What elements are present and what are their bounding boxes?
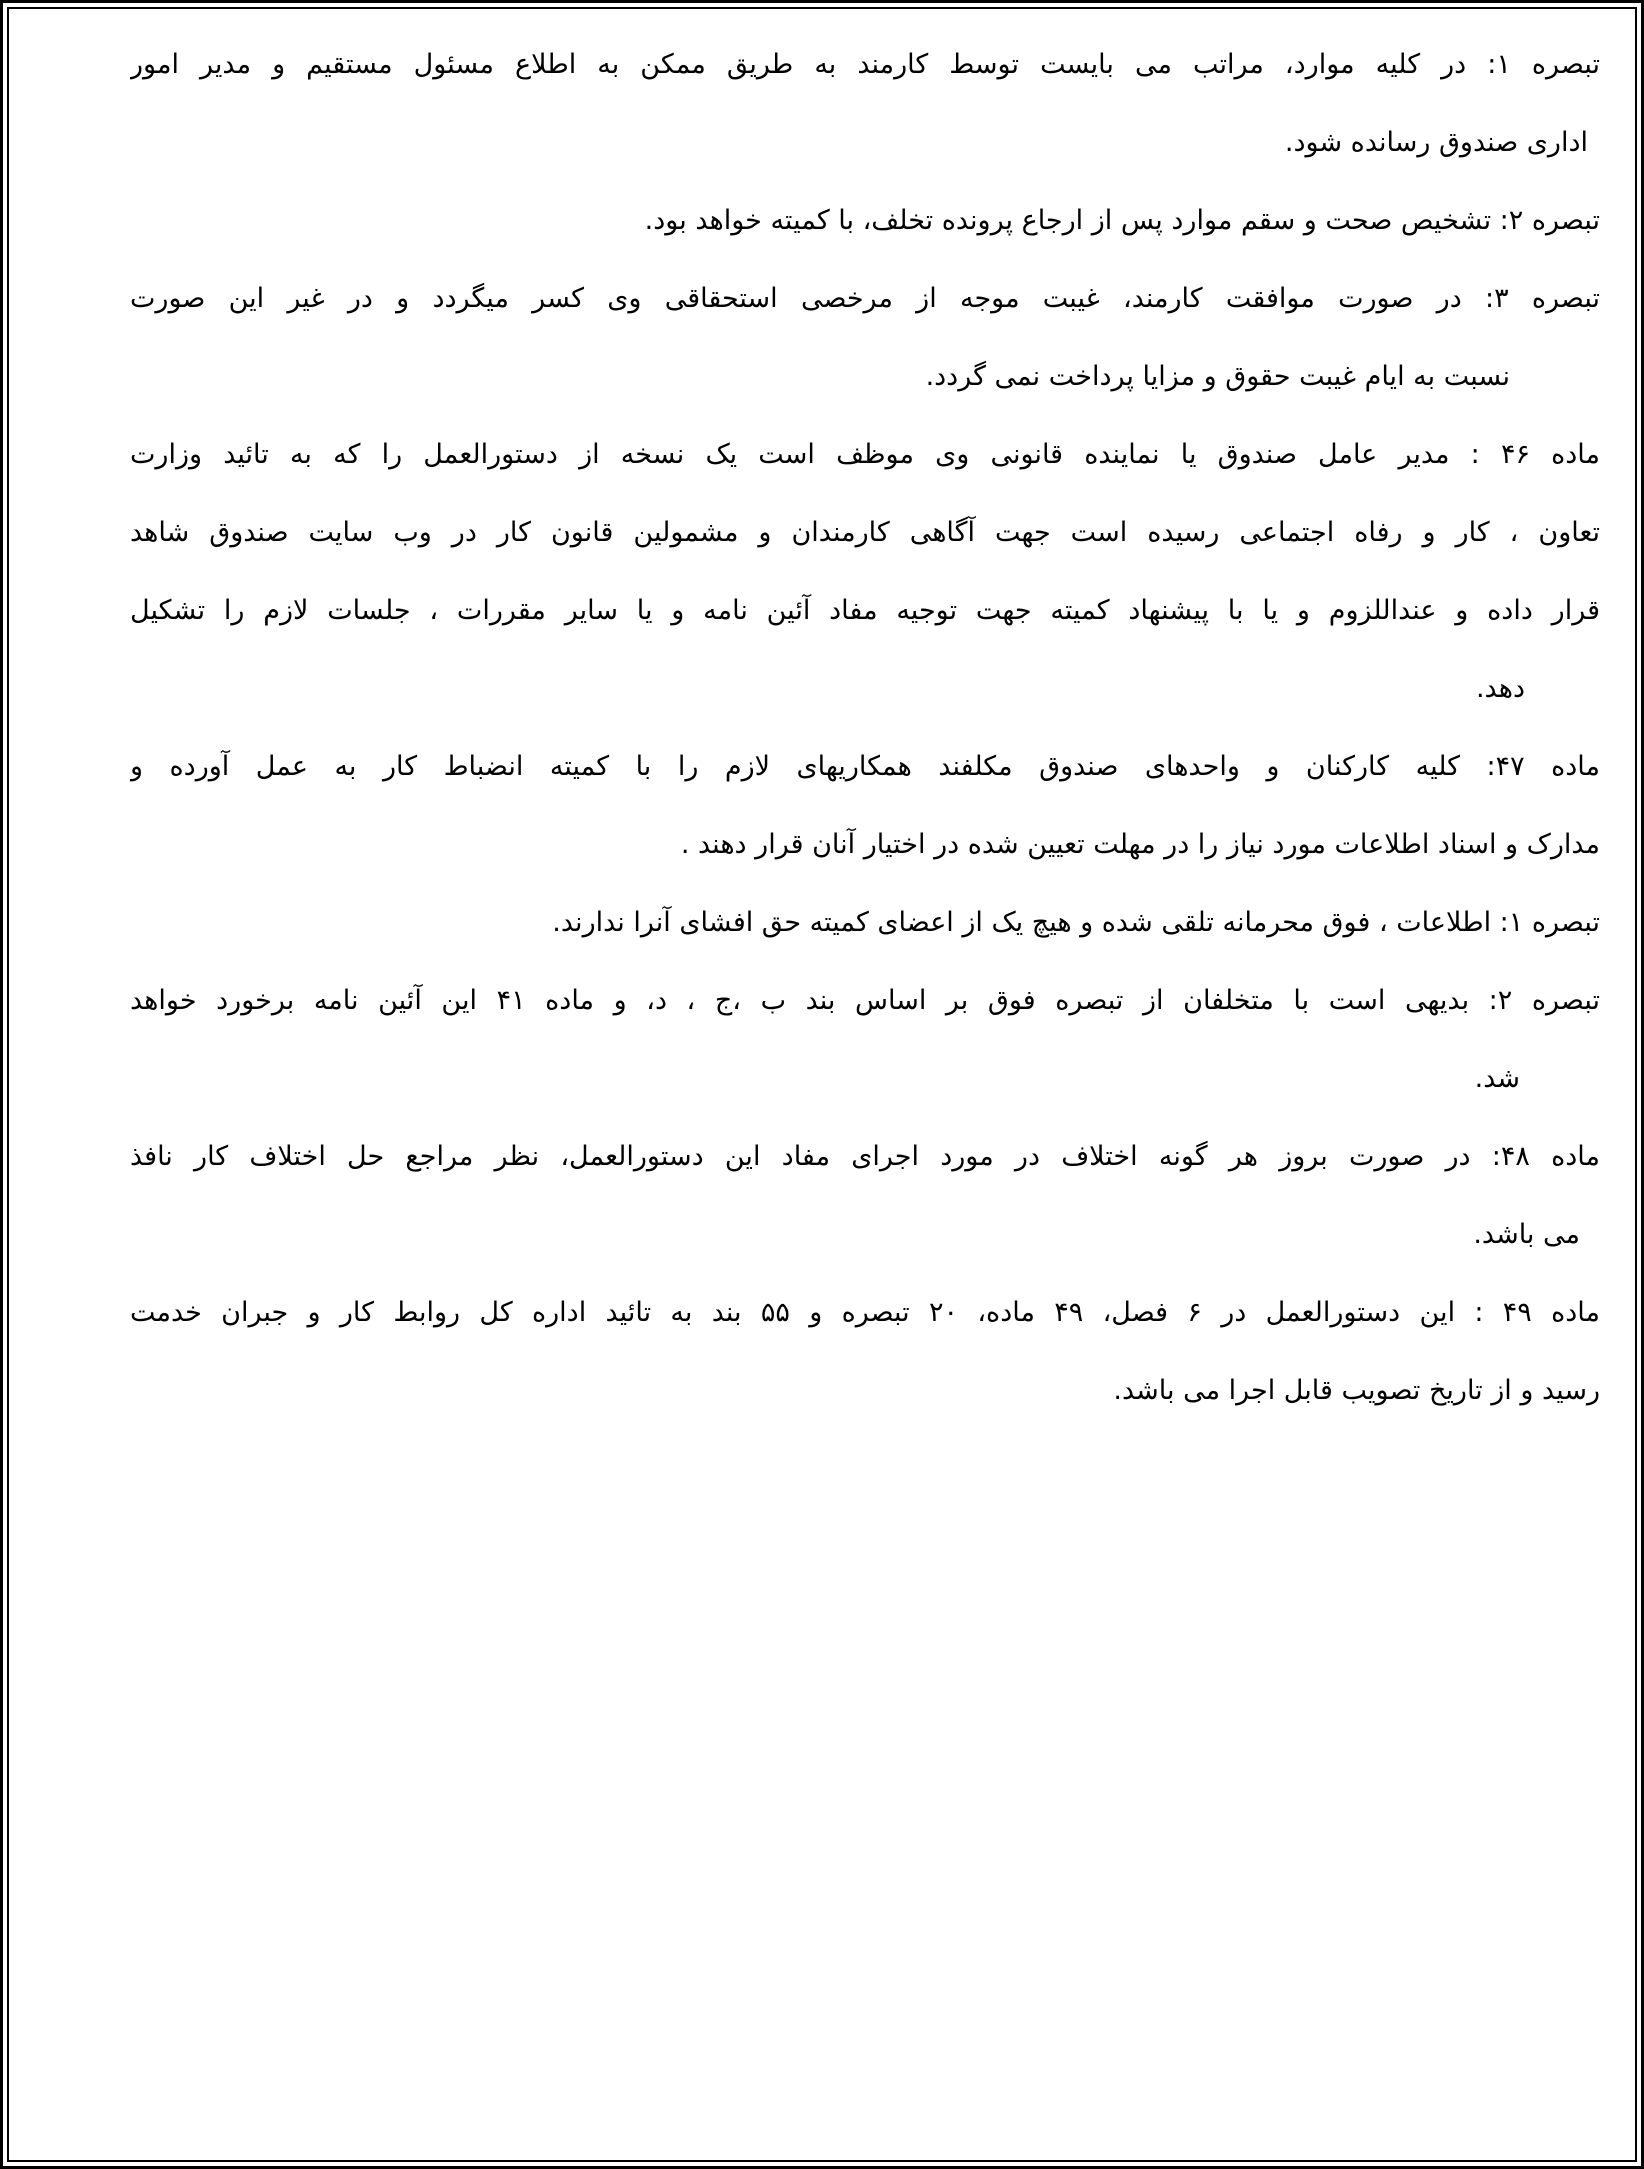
text-line-article-46-2: تعاون ، کار و رفاه اجتماعی رسیده است جهت آگاهی کارمندان و مشمولین قانون کار در وب سایت صندوق شاهد [130,517,1600,548]
text-line-article-47-note-1-1: تبصره ۱: اطلاعات ، فوق محرمانه تلقی شده و هیچ یک از اعضای کمیته حق افشای آنرا ندارند. [552,907,1600,938]
text-line-article-49-2: رسید و از تاریخ تصویب قابل اجرا می باشد. [1113,1375,1600,1406]
text-line-note-2-1: تبصره ۲: تشخیص صحت و سقم موارد پس از ارجاع پرونده تخلف، با کمیته خواهد بود. [644,205,1600,236]
text-line-note-1-under-previous-article-2: اداری صندوق رسانده شود. [1284,127,1588,158]
text-line-note-3-2: نسبت به ایام غیبت حقوق و مزایا پرداخت نمی گردد. [925,361,1510,392]
text-line-article-47-note-2-1: تبصره ۲: بدیهی است با متخلفان از تبصره فوق بر اساس بند ب ،ج ، د، و ماده ۴۱ این آئین نامه برخورد خواهد [130,985,1600,1016]
text-line-note-1-under-previous-article-1: تبصره ۱: در کلیه موارد، مراتب می بایست توسط کارمند به طریق ممکن به اطلاع مسئول مستقیم و مدیر امور [130,49,1600,80]
text-line-article-48-2: می باشد. [1473,1219,1580,1250]
text-line-article-46-1: ماده ۴۶ : مدیر عامل صندوق یا نماینده قانونی وی موظف است یک نسخه از دستورالعمل را که به تائید وزارت [130,439,1600,470]
text-line-article-48-1: ماده ۴۸: در صورت بروز هر گونه اختلاف در مورد اجرای مفاد این دستورالعمل، نظر مراجع حل اختلاف کار نافذ [130,1141,1600,1172]
document-text [130,26,1600,1430]
text-line-article-46-3: قرار داده و عنداللزوم و یا با پیشنهاد کمیته جهت توجیه مفاد آئین نامه و یا سایر مقررات ، جلسات لازم را تشکیل [130,595,1600,626]
text-line-article-47-1: ماده ۴۷: کلیه کارکنان و واحدهای صندوق مکلفند همکاریهای لازم را با کمیته انضباط کار به عمل آورده و [130,751,1600,782]
text-line-note-3-1: تبصره ۳: در صورت موافقت کارمند، غیبت موجه از مرخصی استحقاقی وی کسر میگردد و در غیر این صورت [130,283,1600,314]
text-line-article-49-1: ماده ۴۹ : این دستورالعمل در ۶ فصل، ۴۹ ماده، ۲۰ تبصره و ۵۵ بند به تائید اداره کل روابط کار و جبران خدمت [130,1297,1600,1328]
text-line-article-47-2: مدارک و اسناد اطلاعات مورد نیاز را در مهلت تعیین شده در اختیار آنان قرار دهند . [680,829,1600,860]
text-line-article-46-4: دهد. [1475,673,1525,704]
text-line-article-47-note-2-2: شد. [1474,1063,1520,1094]
page-inner-border [7,7,1637,2162]
